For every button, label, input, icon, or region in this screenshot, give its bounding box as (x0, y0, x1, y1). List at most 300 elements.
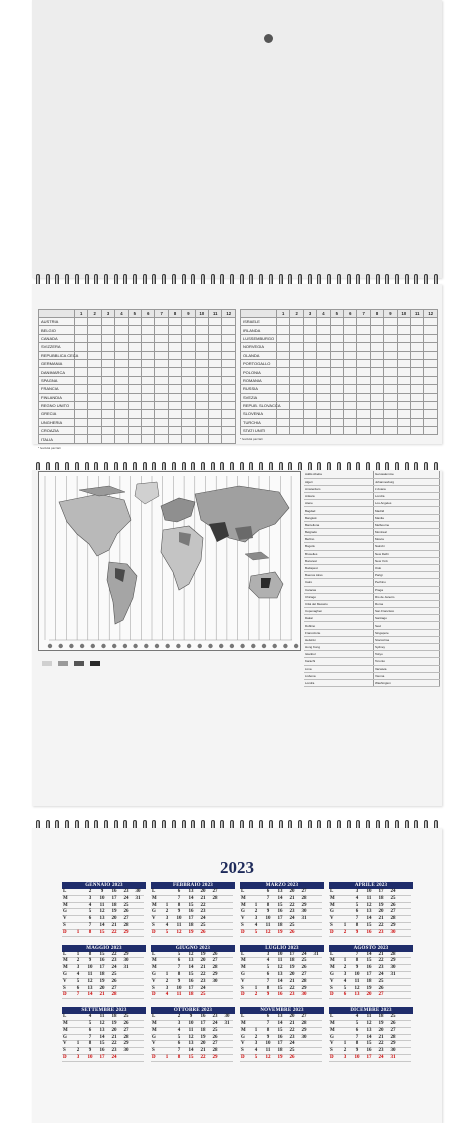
weekday-label: M (240, 965, 250, 972)
day-number: 3 (262, 952, 274, 959)
holiday-cell (370, 401, 383, 409)
day-number: 26 (120, 1021, 132, 1028)
weekday-label: D (240, 930, 250, 937)
day-number: 28 (298, 896, 310, 903)
country-name: POLONIA (241, 368, 277, 376)
day-number: 14 (274, 979, 286, 986)
city-row (304, 679, 440, 686)
city-row (304, 651, 440, 658)
day-number (310, 1014, 322, 1021)
day-number: 18 (108, 903, 120, 910)
holiday-cell (75, 385, 88, 393)
day-number: 5 (351, 1021, 363, 1028)
day-number: 6 (173, 958, 185, 965)
day-number: 3 (339, 972, 351, 979)
day-number (132, 903, 144, 910)
day-number (161, 1041, 173, 1048)
holiday-cell (155, 435, 168, 443)
month-title: AGOSTO 2023 (329, 945, 413, 952)
holiday-cell (411, 351, 424, 359)
country-name: REGNO UNITO (39, 401, 75, 409)
day-number: 30 (132, 889, 144, 896)
holiday-cell (128, 418, 141, 426)
day-number: 15 (363, 923, 375, 930)
day-number: 25 (375, 979, 387, 986)
holiday-cell (128, 326, 141, 334)
holiday-cell (155, 393, 168, 401)
holiday-cell (128, 401, 141, 409)
weekday-label: L (62, 952, 72, 959)
weekday-label: G (62, 1035, 72, 1042)
day-number: 2 (339, 930, 351, 937)
weekday-label: G (329, 972, 339, 979)
day-number: 19 (197, 952, 209, 959)
weekday-label: G (329, 1035, 339, 1042)
holiday-cell (182, 351, 195, 359)
day-number: 2 (173, 1014, 185, 1021)
holiday-row (39, 427, 236, 435)
weekday-label: G (240, 1035, 250, 1042)
holiday-table-left (38, 309, 236, 450)
day-number: 11 (84, 972, 96, 979)
city-row (304, 471, 440, 478)
day-number (161, 952, 173, 959)
holiday-cell (155, 368, 168, 376)
holiday-cell (424, 368, 438, 376)
month-number-header: 3 (101, 310, 114, 318)
city-row (304, 478, 440, 485)
holiday-cell (209, 376, 222, 384)
day-number (132, 1048, 144, 1055)
city-offset (416, 478, 439, 485)
day-number: 9 (96, 889, 108, 896)
day-number: 13 (274, 889, 286, 896)
day-number: 9 (173, 909, 185, 916)
holiday-cell (330, 351, 343, 359)
day-number (399, 1035, 411, 1042)
month-number-header: 8 (370, 310, 383, 318)
city-name: New Delhi (374, 550, 417, 557)
holiday-cell (277, 376, 290, 384)
city-offset (350, 658, 373, 665)
day-number (120, 972, 132, 979)
day-number: 18 (286, 958, 298, 965)
weekday-label: S (151, 1048, 161, 1055)
weekday-label: G (151, 972, 161, 979)
day-number: 29 (120, 952, 132, 959)
day-number: 26 (108, 979, 120, 986)
day-number: 4 (262, 958, 274, 965)
day-number (221, 986, 233, 993)
holiday-cell (370, 334, 383, 342)
holiday-cell (357, 318, 370, 326)
city-offset (350, 665, 373, 672)
day-number (132, 979, 144, 986)
city-offset (416, 564, 439, 571)
holiday-row (241, 368, 438, 376)
day-number: 12 (351, 986, 363, 993)
day-number (339, 896, 351, 903)
holiday-cell (209, 318, 222, 326)
day-number (339, 952, 351, 959)
holiday-cell (182, 368, 195, 376)
holiday-cell (168, 318, 181, 326)
holiday-row (241, 334, 438, 342)
city-offset (350, 550, 373, 557)
holiday-row (39, 334, 236, 342)
holiday-cell (330, 418, 343, 426)
day-number: 18 (96, 972, 108, 979)
day-number: 16 (274, 1035, 286, 1042)
day-number: 7 (84, 1035, 96, 1042)
holiday-cell (101, 351, 114, 359)
day-number: 9 (262, 909, 274, 916)
day-number: 3 (161, 916, 173, 923)
holiday-cell (384, 427, 397, 435)
day-number (399, 903, 411, 910)
city-offset (350, 600, 373, 607)
holiday-cell (411, 343, 424, 351)
holiday-cell (290, 401, 303, 409)
holiday-cell (424, 427, 438, 435)
holiday-cell (411, 393, 424, 401)
day-number: 1 (72, 952, 84, 959)
day-number: 29 (209, 1055, 221, 1062)
month-calendar (240, 882, 324, 937)
day-number (132, 923, 144, 930)
city-name: Gerusalemme (374, 471, 417, 478)
weekday-label: V (240, 1041, 250, 1048)
city-offset (350, 629, 373, 636)
city-name: Addis Abeba (304, 471, 350, 478)
day-number: 23 (286, 909, 298, 916)
day-number: 25 (120, 1014, 132, 1021)
holiday-row (241, 343, 438, 351)
day-number: 24 (298, 952, 310, 959)
day-number: 8 (173, 972, 185, 979)
holiday-cell (397, 385, 410, 393)
day-number: 7 (351, 952, 363, 959)
day-number: 5 (173, 1035, 185, 1042)
day-number: 8 (262, 903, 274, 910)
holiday-cell (195, 359, 208, 367)
city-row (304, 543, 440, 550)
day-number: 25 (120, 903, 132, 910)
day-number: 16 (274, 909, 286, 916)
month-title: SETTEMBRE 2023 (62, 1007, 146, 1014)
holiday-cell (290, 393, 303, 401)
day-number: 4 (72, 972, 84, 979)
holiday-cell (101, 376, 114, 384)
day-number: 29 (387, 1041, 399, 1048)
city-name: Sydney (374, 644, 417, 651)
day-number: 15 (363, 1041, 375, 1048)
holiday-cell (128, 343, 141, 351)
weekday-label: V (151, 979, 161, 986)
month-calendar (240, 945, 324, 1000)
clock-icon (123, 644, 127, 648)
legend-swatch (74, 661, 84, 666)
north-america-shape (59, 494, 131, 556)
weekday-label: M (151, 903, 161, 910)
day-number: 13 (96, 1028, 108, 1035)
city-row (304, 529, 440, 536)
holiday-cell (101, 359, 114, 367)
city-offset (416, 629, 439, 636)
city-name: Dublino (304, 622, 350, 629)
holiday-cell (303, 326, 316, 334)
day-number: 4 (339, 979, 351, 986)
day-number: 15 (274, 1028, 286, 1035)
holiday-cell (168, 410, 181, 418)
day-number (310, 972, 322, 979)
day-number (399, 1041, 411, 1048)
weekday-label: M (329, 903, 339, 910)
day-number: 22 (108, 952, 120, 959)
day-number: 16 (96, 1048, 108, 1055)
day-number (399, 1028, 411, 1035)
city-row (304, 665, 440, 672)
city-offset (416, 550, 439, 557)
day-number: 25 (298, 958, 310, 965)
city-offset (416, 651, 439, 658)
holiday-cell (330, 393, 343, 401)
holiday-cell (142, 418, 155, 426)
day-number (221, 930, 233, 937)
day-number (221, 952, 233, 959)
holiday-cell (397, 393, 410, 401)
holiday-cell (88, 393, 101, 401)
weekday-label: S (329, 923, 339, 930)
day-number: 3 (339, 1055, 351, 1062)
day-number: 1 (250, 986, 262, 993)
holiday-footnote: * festività parziali (38, 445, 61, 450)
day-number: 7 (173, 965, 185, 972)
city-row (304, 507, 440, 514)
clock-icon (219, 644, 223, 648)
city-name: Lisbona (304, 672, 350, 679)
country-name: REPUB. SLOVACCA (241, 401, 277, 409)
holiday-cell (182, 376, 195, 384)
holiday-cell (155, 326, 168, 334)
holiday-cell (88, 376, 101, 384)
day-number: 26 (286, 1055, 298, 1062)
day-number (132, 952, 144, 959)
day-number (298, 1055, 310, 1062)
day-number: 16 (108, 889, 120, 896)
holiday-cell (397, 427, 410, 435)
month-title: NOVEMBRE 2023 (240, 1007, 324, 1014)
day-number (221, 916, 233, 923)
holiday-cell (330, 343, 343, 351)
day-number: 16 (363, 930, 375, 937)
clock-icon (48, 644, 52, 648)
holiday-cell (88, 427, 101, 435)
holiday-cell (277, 418, 290, 426)
holiday-cell (115, 351, 128, 359)
weekday-label: V (329, 916, 339, 923)
holiday-cell (344, 326, 357, 334)
day-number (310, 923, 322, 930)
holiday-cell (290, 343, 303, 351)
day-number (72, 903, 84, 910)
holiday-cell (411, 418, 424, 426)
holiday-cell (222, 376, 236, 384)
holiday-row (241, 351, 438, 359)
city-offset (350, 529, 373, 536)
holiday-cell (303, 359, 316, 367)
day-number: 27 (120, 1028, 132, 1035)
city-offset (416, 636, 439, 643)
day-number: 12 (173, 930, 185, 937)
day-number: 30 (298, 1035, 310, 1042)
day-number: 3 (351, 889, 363, 896)
day-number: 7 (262, 1021, 274, 1028)
holiday-cell (397, 334, 410, 342)
month-grid (62, 882, 412, 1062)
holiday-cell (303, 368, 316, 376)
city-row (304, 485, 440, 492)
holiday-cell (411, 427, 424, 435)
country-name: RUSSIA (241, 385, 277, 393)
day-number: 31 (298, 916, 310, 923)
day-number: 27 (120, 916, 132, 923)
weekday-label: M (329, 958, 339, 965)
holiday-row (39, 401, 236, 409)
holiday-cell (142, 368, 155, 376)
holiday-cell (303, 427, 316, 435)
day-number (221, 1041, 233, 1048)
holiday-cell (330, 326, 343, 334)
holiday-cell (195, 418, 208, 426)
city-name: Budapest (304, 564, 350, 571)
clock-icon (187, 644, 191, 648)
day-number: 2 (250, 1035, 262, 1042)
city-row (304, 615, 440, 622)
world-time-zone-map (38, 471, 301, 651)
holiday-cell (182, 418, 195, 426)
country-name: DANIMARCA (39, 368, 75, 376)
weekday-label: S (62, 986, 72, 993)
month-number-header: 11 (209, 310, 222, 318)
city-name: Seul (374, 622, 417, 629)
day-number: 28 (120, 1035, 132, 1042)
day-number: 26 (209, 952, 221, 959)
holiday-cell (357, 376, 370, 384)
day-number: 11 (173, 992, 185, 999)
weekday-label: M (151, 896, 161, 903)
city-name: Londra (304, 679, 350, 686)
city-offset (416, 615, 439, 622)
city-row (304, 672, 440, 679)
city-row (304, 579, 440, 586)
holiday-cell (142, 393, 155, 401)
city-offset (416, 658, 439, 665)
day-number: 24 (120, 896, 132, 903)
day-number (72, 896, 84, 903)
day-number: 9 (262, 1035, 274, 1042)
holiday-cell (142, 334, 155, 342)
weekday-label: M (240, 1028, 250, 1035)
weekday-label: V (62, 916, 72, 923)
day-number (298, 1048, 310, 1055)
day-number: 24 (286, 916, 298, 923)
holiday-cell (142, 385, 155, 393)
month-calendar (329, 1007, 413, 1062)
day-number: 9 (173, 979, 185, 986)
holiday-cell (344, 401, 357, 409)
city-name: Bruxelles (304, 550, 350, 557)
day-number (399, 992, 411, 999)
holiday-row (39, 410, 236, 418)
europe-shape (161, 498, 195, 522)
city-name: Stoccolma (374, 636, 417, 643)
holiday-cell (182, 427, 195, 435)
city-row (304, 586, 440, 593)
holiday-cell (222, 418, 236, 426)
holiday-cell (182, 318, 195, 326)
holiday-cell (317, 334, 330, 342)
holiday-row (39, 318, 236, 326)
city-offset (350, 679, 373, 686)
day-number: 6 (351, 909, 363, 916)
holiday-cell (168, 376, 181, 384)
month-number-header: 5 (330, 310, 343, 318)
holiday-cell (115, 393, 128, 401)
holiday-cell (182, 334, 195, 342)
month-number-header: 3 (303, 310, 316, 318)
holiday-cell (222, 435, 236, 443)
holiday-cell (115, 410, 128, 418)
day-number (221, 909, 233, 916)
day-number: 3 (250, 916, 262, 923)
holiday-cell (330, 427, 343, 435)
weekday-label: L (240, 1014, 250, 1021)
day-number (399, 896, 411, 903)
city-name: Rio de Janeiro (374, 593, 417, 600)
day-number: 9 (185, 1014, 197, 1021)
clock-icon (59, 644, 63, 648)
holiday-cell (277, 393, 290, 401)
country-name: OLANDA (241, 351, 277, 359)
holiday-cell (209, 368, 222, 376)
weekday-label: M (329, 965, 339, 972)
clock-icon (176, 644, 180, 648)
day-number (310, 965, 322, 972)
day-number (221, 979, 233, 986)
day-number: 20 (197, 958, 209, 965)
holiday-cell (424, 359, 438, 367)
day-number: 30 (387, 965, 399, 972)
weekday-label: L (329, 889, 339, 896)
day-number: 14 (96, 1035, 108, 1042)
city-offset (416, 679, 439, 686)
day-number (387, 979, 399, 986)
day-number: 31 (120, 965, 132, 972)
holiday-cell (115, 376, 128, 384)
hanging-hole (264, 34, 273, 43)
holiday-cell (222, 351, 236, 359)
day-number: 19 (108, 909, 120, 916)
city-name: Manila (374, 514, 417, 521)
holiday-cell (344, 368, 357, 376)
holiday-cell (75, 435, 88, 443)
holiday-cell (357, 359, 370, 367)
holiday-cell (209, 326, 222, 334)
holiday-cell (290, 326, 303, 334)
holiday-row (241, 385, 438, 393)
holiday-cell (115, 427, 128, 435)
